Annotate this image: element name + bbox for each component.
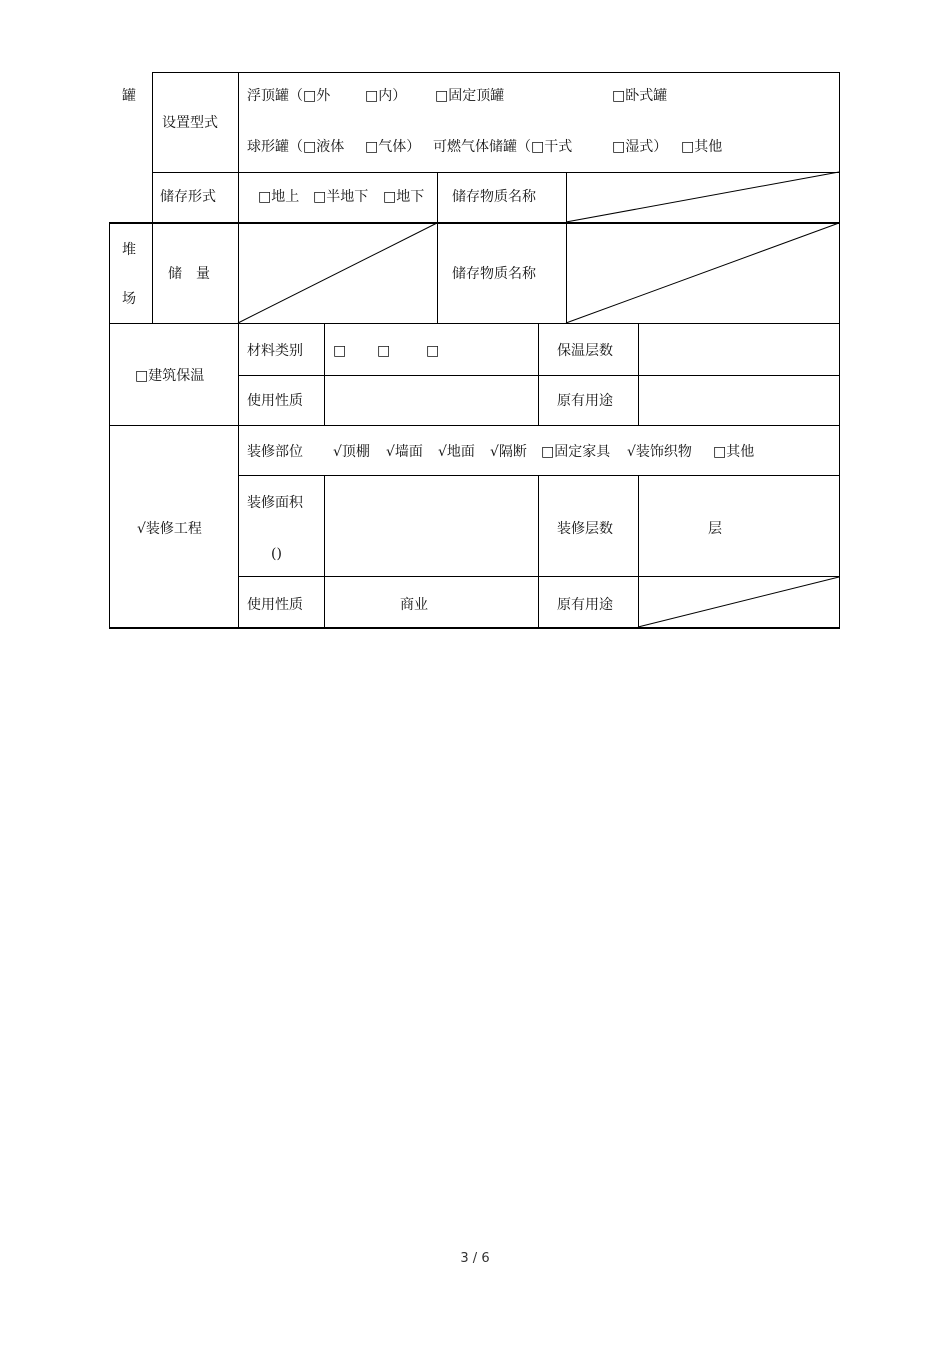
material-category-label: 材料类别 <box>247 343 303 359</box>
underground-option: □地下 <box>383 189 425 205</box>
other-option: □其他 <box>681 139 723 155</box>
decoration-area-label: 装修面积 <box>247 495 303 511</box>
diag-tank-substance <box>566 172 839 222</box>
inner-option: □内） <box>365 88 407 104</box>
material-option-2: □ <box>377 343 391 359</box>
horizontal-tank-option: □卧式罐 <box>612 88 668 104</box>
insulation-usage-label: 使用性质 <box>247 393 303 409</box>
part-decorative-fabric: √装饰织物 <box>627 444 692 460</box>
part-other: □其他 <box>713 444 755 460</box>
decoration-project-label: √装修工程 <box>137 521 202 537</box>
insulation-original-use-label: 原有用途 <box>557 393 613 409</box>
diag-decoration-original-use <box>638 577 839 627</box>
yard-label-top: 堆 <box>122 242 136 258</box>
decoration-usage-label: 使用性质 <box>247 597 303 613</box>
decoration-parts-label: 装修部位 <box>247 444 303 460</box>
semi-underground-option: □半地下 <box>313 189 369 205</box>
above-ground-option: □地上 <box>258 189 300 205</box>
flammable-gas-tank-option: 可燃气体储罐（□干式 <box>433 139 573 155</box>
gas-option: □气体） <box>365 139 421 155</box>
decoration-original-use-label: 原有用途 <box>557 597 613 613</box>
decoration-usage-value: 商业 <box>400 597 428 613</box>
decoration-area-unit: () <box>271 546 282 562</box>
tank-section-label: 罐 <box>122 88 136 104</box>
yard-substance-name-label: 储存物质名称 <box>452 266 536 282</box>
building-insulation-label: □建筑保温 <box>135 368 205 384</box>
decoration-floors-label: 装修层数 <box>557 521 613 537</box>
fixed-roof-option: □固定顶罐 <box>435 88 505 104</box>
insulation-layers-label: 保温层数 <box>557 343 613 359</box>
page-number: 3 / 6 <box>460 1251 490 1266</box>
diag-yard-substance <box>566 223 839 323</box>
storage-form-label: 储存形式 <box>160 189 216 205</box>
yard-label-bottom: 场 <box>122 291 136 307</box>
decoration-floors-unit: 层 <box>708 521 722 537</box>
part-partition: √隔断 <box>490 444 527 460</box>
setup-type-label: 设置型式 <box>162 115 218 131</box>
material-option-3: □ <box>426 343 440 359</box>
material-option-1: □ <box>333 343 347 359</box>
wet-option: □湿式） <box>612 139 668 155</box>
part-fixed-furniture: □固定家具 <box>541 444 611 460</box>
floating-roof-option: 浮顶罐（□外 <box>247 88 331 104</box>
diag-yard-reserve <box>238 223 437 323</box>
part-ceiling: √顶棚 <box>333 444 370 460</box>
part-floor: √地面 <box>438 444 475 460</box>
reserve-label: 储 量 <box>168 266 210 282</box>
spherical-tank-option: 球形罐（□液体 <box>247 139 345 155</box>
part-wall: √墙面 <box>386 444 423 460</box>
tank-substance-name-label: 储存物质名称 <box>452 189 536 205</box>
